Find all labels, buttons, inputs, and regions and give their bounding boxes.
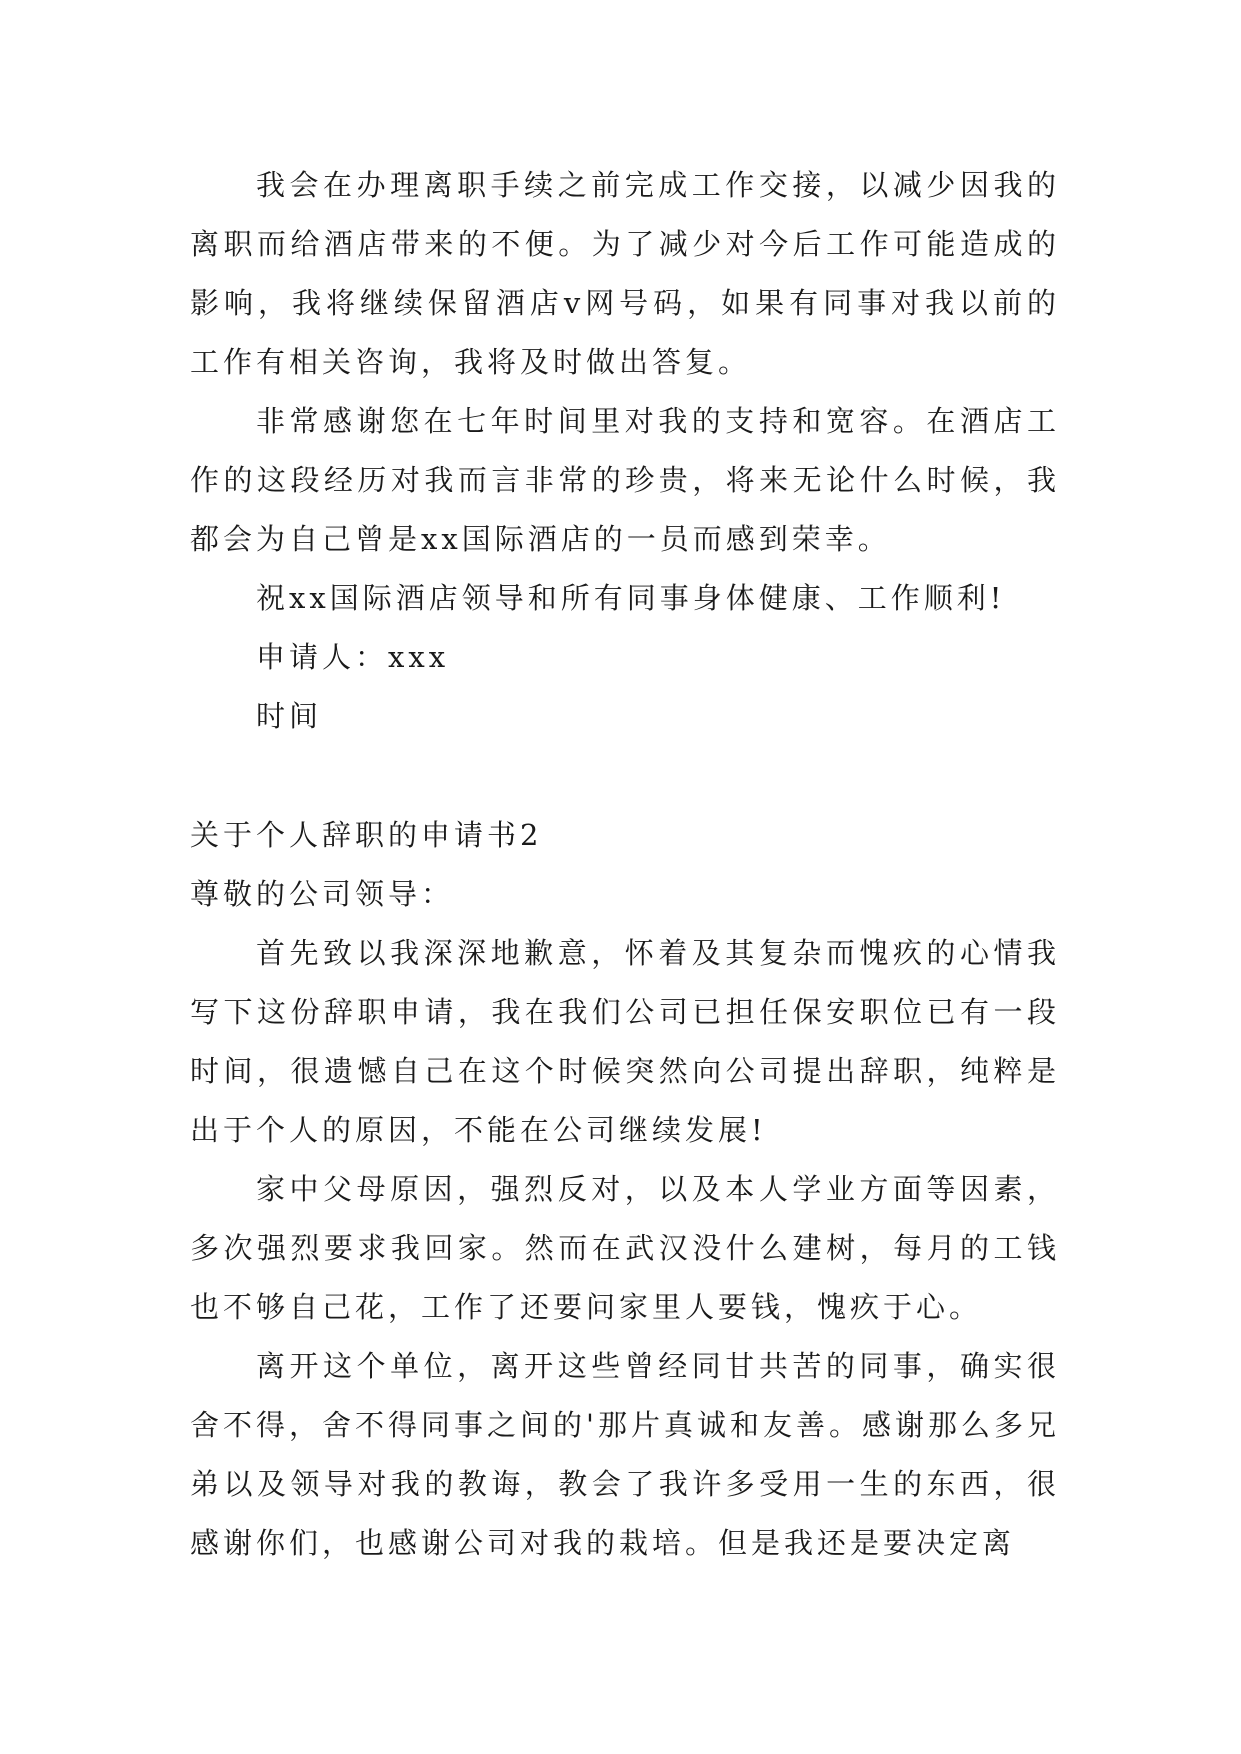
body-paragraph: 离开这个单位，离开这些曾经同甘共苦的同事，确实很舍不得，舍不得同事之间的'那片真诚和友善。感谢那么多兄弟以及领导对我的教诲，教会了我许多受用一生的东西，很感谢你们，也感谢公司对我的栽培。但是我还是要决定离: [190, 1349, 1060, 1560]
date-label: 时间: [256, 699, 323, 733]
body-paragraph: 首先致以我深深地歉意，怀着及其复杂而愧疚的心情我写下这份辞职申请，我在我们公司已担任保安职位已有一段时间，很遗憾自己在这个时候突然向公司提出辞职，纯粹是出于个人的原因，不能在公司继续发展!: [190, 936, 1060, 1147]
closing-wish: 祝xx国际酒店领导和所有同事身体健康、工作顺利!: [256, 581, 1006, 615]
body-paragraph: 非常感谢您在七年时间里对我的支持和宽容。在酒店工作的这段经历对我而言非常的珍贵，将来无论什么时候，我都会为自己曾是xx国际酒店的一员而感到荣幸。: [190, 404, 1060, 556]
applicant-line: 申请人：xxx: [256, 640, 450, 674]
body-paragraph: 我会在办理离职手续之前完成工作交接，以减少因我的离职而给酒店带来的不便。为了减少对今后工作可能造成的影响，我将继续保留酒店v网号码，如果有同事对我以前的工作有相关咨询，我将及时做出答复。: [190, 168, 1060, 379]
section-title: 关于个人辞职的申请书2: [190, 818, 543, 852]
document-body: [190, 156, 1060, 1573]
section-gap: [190, 746, 1060, 806]
body-paragraph: 家中父母原因，强烈反对，以及本人学业方面等因素，多次强烈要求我回家。然而在武汉没什么建树，每月的工钱也不够自己花，工作了还要问家里人要钱，愧疚于心。: [190, 1172, 1060, 1324]
salutation: 尊敬的公司领导：: [190, 877, 455, 911]
